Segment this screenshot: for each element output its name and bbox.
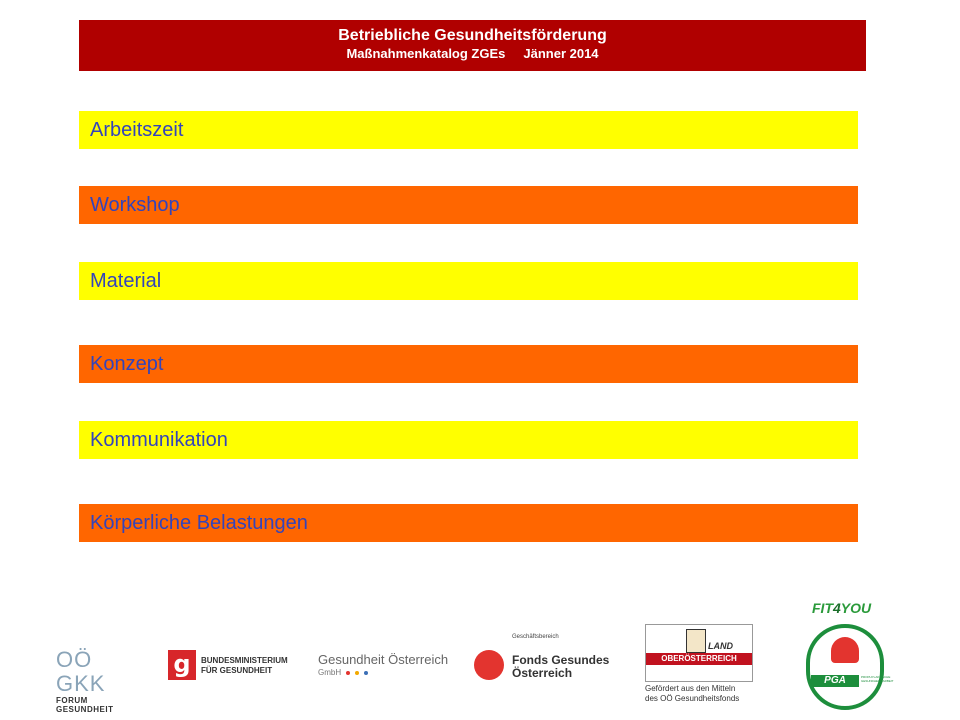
bmg-mark-icon: g bbox=[168, 650, 196, 680]
ooegkk-forum-logo bbox=[56, 647, 146, 714]
pga-sub: PROPHYLAKTISCHE GESUNDHEITSARBEIT bbox=[861, 675, 894, 683]
category-bar-kommunikation: Kommunikation bbox=[79, 421, 858, 459]
header-banner bbox=[79, 20, 866, 71]
category-bar-konzept: Konzept bbox=[79, 345, 858, 383]
category-bar-workshop: Workshop bbox=[79, 186, 858, 224]
header-subtitle bbox=[79, 46, 866, 62]
funding-note-line2: des OÖ Gesundheitsfonds bbox=[645, 694, 740, 703]
fit-four: 4 bbox=[833, 600, 841, 616]
dot-icon bbox=[364, 671, 368, 675]
land-ooe-logo bbox=[645, 624, 753, 706]
funding-note bbox=[645, 684, 739, 704]
category-bar-koerperliche-belastungen: Körperliche Belastungen bbox=[79, 504, 858, 542]
goeg-gmbh: GmbH bbox=[318, 668, 342, 677]
dot-icon bbox=[346, 671, 350, 675]
ooegkk-wordmark: OÖ GKK bbox=[56, 647, 106, 696]
fgoe-figure-icon bbox=[474, 650, 504, 680]
bmg-logo bbox=[168, 650, 298, 684]
header-title: Betriebliche Gesundheitsförderung bbox=[338, 27, 607, 44]
goeg-sub bbox=[318, 668, 458, 677]
bmg-line2: FÜR GESUNDHEIT bbox=[201, 666, 273, 675]
goeg-title: Gesundheit Österreich bbox=[318, 652, 449, 667]
fgoe-line1: Fonds Gesundes bbox=[512, 653, 610, 667]
bmg-line1: BUNDESMINISTERIUM bbox=[201, 656, 288, 665]
fit-you: YOU bbox=[840, 600, 872, 616]
category-bar-arbeitszeit: Arbeitszeit bbox=[79, 111, 858, 149]
funding-note-line1: Gefördert aus den Mitteln bbox=[645, 684, 736, 693]
dot-icon bbox=[355, 671, 359, 675]
catalog-name: Maßnahmenkatalog ZGEs bbox=[346, 46, 506, 61]
crest-icon bbox=[686, 629, 706, 653]
pga-figure-icon bbox=[831, 637, 859, 663]
pga-logo bbox=[805, 623, 894, 715]
goeg-logo bbox=[318, 652, 458, 686]
pga-band: PGA bbox=[811, 675, 859, 687]
fgoe-text bbox=[512, 654, 609, 680]
forum-gesundheit-label: FORUM GESUNDHEIT bbox=[56, 696, 114, 714]
land-emblem bbox=[645, 624, 753, 682]
fgoe-logo bbox=[474, 634, 614, 686]
fgoe-line2: Österreich bbox=[512, 666, 573, 680]
land-word: LAND bbox=[708, 641, 733, 651]
fit-part: FIT bbox=[812, 600, 833, 616]
catalog-date: Jänner 2014 bbox=[523, 46, 599, 61]
fit4you-logo bbox=[812, 600, 892, 620]
land-band: OBERÖSTERREICH bbox=[646, 653, 752, 665]
bmg-text bbox=[201, 656, 288, 676]
category-bar-material: Material bbox=[79, 262, 858, 300]
fgoe-small: Geschäftsbereich bbox=[512, 634, 559, 640]
